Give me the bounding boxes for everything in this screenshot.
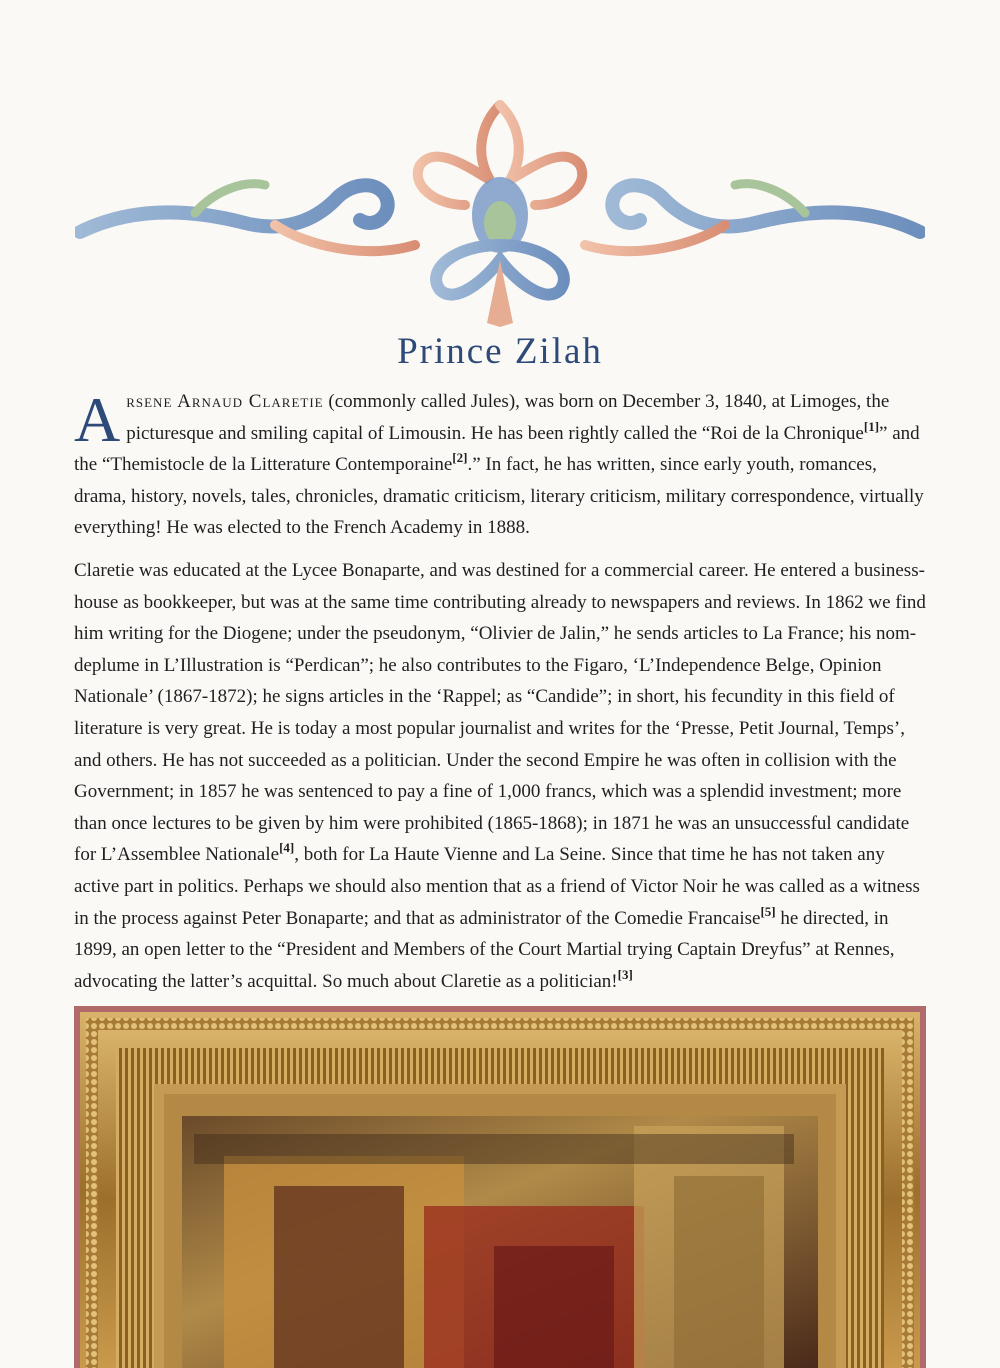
framed-painting (74, 1006, 926, 1368)
footnote-link-4[interactable]: [4] (279, 840, 295, 856)
intro-paragraph (74, 386, 930, 544)
intro-text-1: (commonly called Jules), was born on December 3, 1840, at Limoges, the picturesque and smiling capital of Limousin. He has been rightly called the “Roi de la Chronique (126, 391, 890, 444)
body-text-2: , both for La Haute Vienne and La Seine. Since that time he has not taken any active part in politics. Perhaps we should also mention that as a friend of Victor Noir he was called as a witness in the process against Peter Bonaparte; and that as administrator of the Comedie Francaise (74, 844, 920, 929)
body-text-3: he directed, in 1899, an open letter to the “President and Members of the Court Martial trying Captain Dreyfus” at Rennes, advocating the latter’s acquittal. So much about Claretie as a politician! (74, 907, 895, 992)
framed-oil-painting-icon (74, 1006, 926, 1368)
author-name: rsene Arnaud Claretie (126, 391, 324, 412)
footnote-link-2[interactable]: [2] (452, 450, 468, 466)
body-text-1: Claretie was educated at the Lycee Bonaparte, and was destined for a commercial career. He entered a business-house as bookkeeper, but was at the same time contributing already to newspapers and reviews. In 1862 we find him writing for the Diogene; under the pseudonym, “Olivier de Jalin,” he sends articles to La France; his nom-deplume in L’Illustration is “Perdican”; he also contributes to the Figaro, ‘L’Independence Belge, Opinion Nationale’ (1867-1872); he signs articles in the ‘Rappel; as “Candide”; in short, his fecundity in this field of literature is very great. He is today a most popular journalist and writes for the ‘Presse, Petit Journal, Temps’, and others. He has not succeeded as a politician. Under the second Empire he was often in collision with the Government; in 1857 he was sentenced to pay a fine of 1,000 francs, which was a splendid investment; more than once lectures to be given by him were prohibited (1865-1868); in 1871 he was an unsuccessful candidate for L’Assemblee Nationale (74, 559, 926, 866)
drop-cap: A (74, 384, 121, 455)
article-body (74, 386, 930, 1008)
intro-text-3: .” In fact, he has written, since early youth, romances, drama, history, novels, tales, chronicles, dramatic criticism, literary criticism, military correspondence, virtually everything! He was elected to the French Academy in 1888. (74, 454, 924, 539)
footnote-link-5[interactable]: [5] (760, 903, 776, 919)
page-title: Prince Zilah (397, 331, 603, 372)
body-paragraph (74, 555, 930, 997)
footnote-link-3[interactable]: [3] (617, 966, 633, 982)
footnote-link-1[interactable]: [1] (863, 418, 880, 434)
intro-text-2: ” and the “Themistocle de la Litterature Contemporaine (74, 422, 920, 476)
floral-scroll-ornament-icon (75, 95, 925, 335)
